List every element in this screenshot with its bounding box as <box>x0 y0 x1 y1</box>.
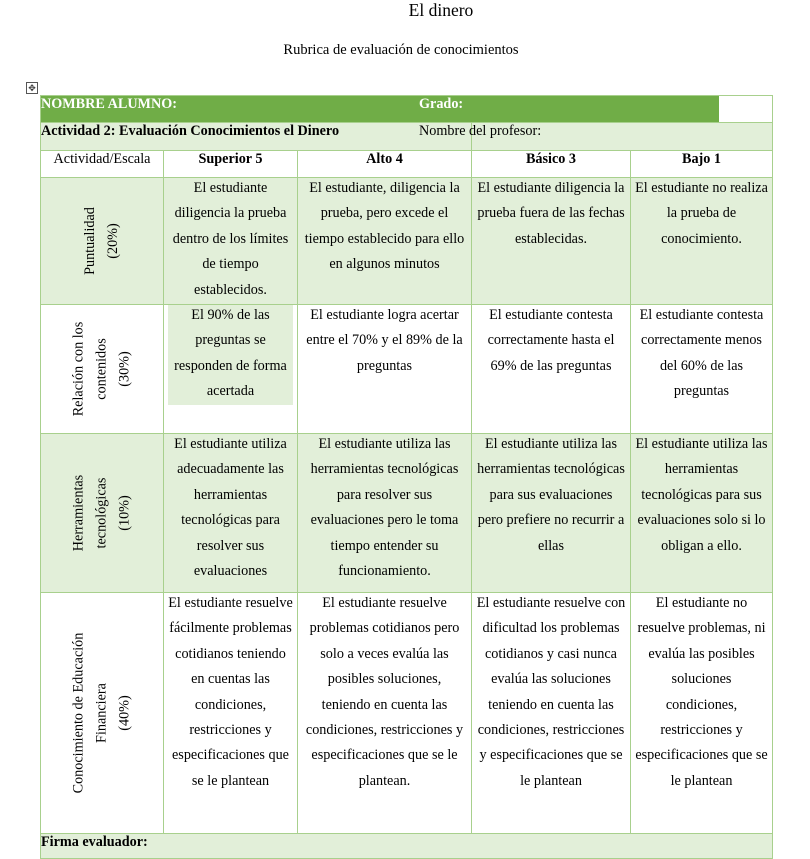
criterion-label-line: tecnológicas <box>93 477 110 549</box>
document-title: El dinero <box>408 0 474 20</box>
criterion-label-line: (20%) <box>105 223 121 259</box>
scale-header: Actividad/Escala <box>41 151 164 178</box>
signature-row <box>41 834 773 859</box>
criterion-label <box>79 207 125 275</box>
descriptor-cell <box>472 178 631 305</box>
descriptor-text: El estudiante utiliza las herramientas tecnológicas para resolver sus evaluaciones pero le toma tiempo entender su funcionamiento. <box>310 436 459 580</box>
descriptor-text: El 90% de las preguntas se responden de forma acertada <box>168 303 293 405</box>
descriptor-text: El estudiante no realiza la prueba de conocimiento. <box>635 180 768 247</box>
table-move-handle-icon[interactable]: ✥ <box>26 82 38 94</box>
criterion-label-line: Relación con los <box>70 321 87 417</box>
criterion-label-line: contenidos <box>93 338 110 400</box>
criterion-label-line: (30%) <box>116 351 133 387</box>
level-alto-header: Alto 4 <box>298 151 472 178</box>
criterion-label-line: Financiera <box>93 683 110 743</box>
descriptor-cell <box>298 593 472 834</box>
descriptor-text: El estudiante diligencia la prueba fuera de las fechas establecidas. <box>477 180 625 247</box>
criterion-label-line: Conocimiento de Educación <box>70 632 87 794</box>
activity-title: Actividad 2: Evaluación Conocimientos el Dinero <box>41 123 472 151</box>
criterion-label-cell <box>41 305 164 434</box>
descriptor-cell <box>164 305 298 434</box>
descriptor-cell <box>164 178 298 305</box>
teacher-name-field[interactable] <box>419 123 773 151</box>
descriptor-cell <box>472 434 631 593</box>
descriptor-text: El estudiante, diligencia la prueba, pero excede el tiempo establecido para ello en algunos minutos <box>304 180 465 273</box>
descriptor-cell <box>472 593 631 834</box>
criterion-row-educacion-financiera <box>41 593 773 834</box>
descriptor-cell <box>631 593 773 834</box>
descriptor-cell <box>631 178 773 305</box>
descriptor-cell <box>472 305 631 434</box>
descriptor-text: El estudiante utiliza las herramientas tecnológicas para sus evaluaciones solo si lo obligan a ello. <box>635 436 768 554</box>
activity-row <box>41 123 773 151</box>
descriptor-cell <box>298 305 472 434</box>
descriptor-text: El estudiante resuelve problemas cotidianos pero solo a veces evalúa las posibles soluciones, teniendo en cuenta las condiciones, restricciones y especificaciones que se le plantean. <box>305 595 464 789</box>
criterion-label-cell <box>41 434 164 593</box>
scale-header-row <box>41 151 773 178</box>
descriptor-cell <box>164 593 298 834</box>
criterion-label-line: (40%) <box>116 695 133 731</box>
level-basico-header: Básico 3 <box>472 151 631 178</box>
student-header-row <box>41 96 773 123</box>
descriptor-cell <box>164 434 298 593</box>
criterion-label <box>68 475 137 551</box>
criterion-label <box>68 322 137 417</box>
descriptor-text: El estudiante logra acertar entre el 70% y el 89% de la preguntas <box>306 307 463 374</box>
descriptor-text: El estudiante contesta correctamente hasta el 69% de las preguntas <box>487 307 615 374</box>
document-subtitle: Rubrica de evaluación de conocimientos <box>283 42 519 58</box>
descriptor-text: El estudiante contesta correctamente menos del 60% de las preguntas <box>639 307 764 400</box>
descriptor-cell <box>631 305 773 434</box>
criterion-row-herramientas <box>41 434 773 593</box>
descriptor-text: El estudiante utiliza las herramientas tecnológicas para sus evaluaciones pero prefiere no recurrir a ellas <box>477 436 625 554</box>
criterion-label-cell <box>41 593 164 834</box>
criterion-label <box>68 633 137 794</box>
descriptor-text: El estudiante diligencia la prueba dentro de los límites de tiempo establecidos. <box>172 180 289 298</box>
level-superior-header: Superior 5 <box>164 151 298 178</box>
level-bajo-header: Bajo 1 <box>631 151 773 178</box>
descriptor-text: El estudiante no resuelve problemas, ni evalúa las posibles soluciones condiciones, restricciones y especificaciones que se le plantean <box>635 595 768 789</box>
descriptor-cell <box>298 178 472 305</box>
evaluator-signature-field[interactable]: Firma evaluador: <box>41 834 773 859</box>
teacher-name-label: Nombre del profesor: <box>419 123 542 139</box>
rubric-table <box>40 95 773 859</box>
criterion-label-line: Puntualidad <box>82 207 98 275</box>
criterion-label-cell <box>41 178 164 305</box>
descriptor-text: El estudiante resuelve fácilmente problemas cotidianos teniendo en cuentas las condiciones, restricciones y especificaciones que se le plantean <box>168 595 293 789</box>
descriptor-text: El estudiante resuelve con dificultad los problemas cotidianos y casi nunca evalúa las soluciones teniendo en cuenta las condiciones, restricciones y especificaciones que se le plantean <box>476 595 626 789</box>
criterion-row-relacion <box>41 305 773 434</box>
criterion-label-line: Herramientas <box>70 474 87 552</box>
student-name-field[interactable]: NOMBRE ALUMNO: <box>41 96 472 123</box>
criterion-row-puntualidad <box>41 178 773 305</box>
descriptor-text: El estudiante utiliza adecuadamente las herramientas tecnológicas para resolver sus evaluaciones <box>174 436 287 580</box>
descriptor-cell <box>298 434 472 593</box>
grade-field[interactable]: Grado: <box>419 96 720 123</box>
descriptor-cell <box>631 434 773 593</box>
criterion-label-line: (10%) <box>116 495 133 531</box>
